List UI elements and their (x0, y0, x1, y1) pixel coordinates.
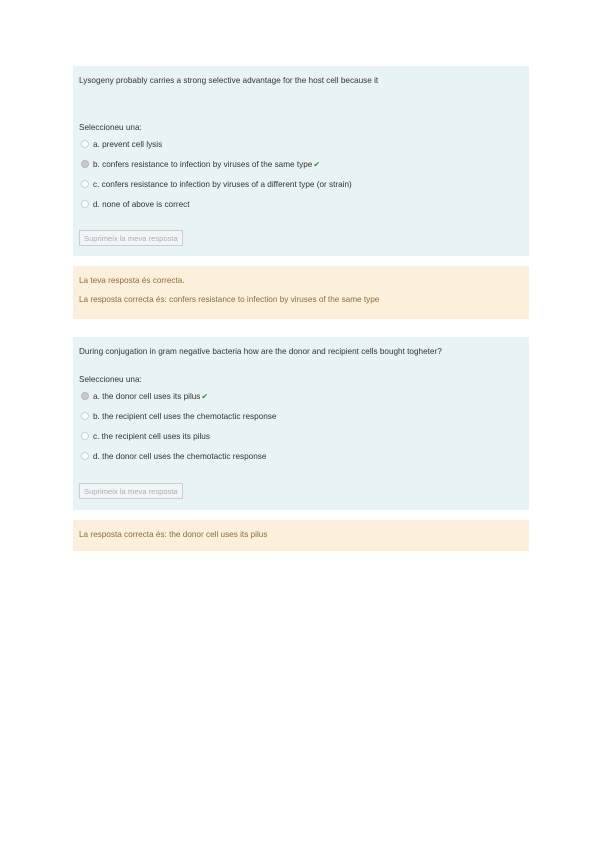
radio-button[interactable] (81, 392, 89, 400)
answer-option-b[interactable] (81, 158, 320, 170)
answer-option-a[interactable] (81, 390, 208, 402)
radio-button[interactable] (81, 180, 89, 188)
clear-answer-button[interactable]: Suprimeix la meva resposta (79, 230, 183, 246)
check-icon: ✔ (313, 159, 321, 169)
radio-button[interactable] (81, 160, 89, 168)
feedback-status: La teva resposta és correcta. (79, 276, 185, 285)
answer-label: d. none of above is correct (93, 199, 190, 209)
answer-option-c[interactable] (81, 430, 210, 442)
answer-label: a. prevent cell lysis (93, 139, 163, 149)
feedback-2 (73, 520, 529, 551)
radio-button[interactable] (81, 452, 89, 460)
radio-button[interactable] (81, 432, 89, 440)
answer-option-d[interactable] (81, 198, 190, 210)
answer-option-b[interactable] (81, 410, 276, 422)
radio-button[interactable] (81, 412, 89, 420)
question-2 (73, 337, 529, 510)
question-text: Lysogeny probably carries a strong selective advantage for the host cell because it (79, 76, 379, 85)
question-1 (73, 66, 529, 256)
question-text: During conjugation in gram negative bacteria how are the donor and recipient cells bought togheter? (79, 347, 442, 356)
answer-label: c. confers resistance to infection by viruses of a different type (or strain) (93, 179, 352, 189)
answer-label: a. the donor cell uses its pilus (93, 391, 201, 401)
answer-option-a[interactable] (81, 138, 162, 150)
check-icon: ✔ (201, 391, 209, 401)
answer-label: c. the recipient cell uses its pilus (93, 431, 210, 441)
answer-option-c[interactable] (81, 178, 352, 190)
select-one-prompt: Seleccioneu una: (79, 123, 142, 132)
answer-label: b. the recipient cell uses the chemotactic response (93, 411, 277, 421)
feedback-correct-answer: La resposta correcta és: confers resistance to infection by viruses of the same type (79, 295, 380, 304)
answer-label: b. confers resistance to infection by viruses of the same type (93, 159, 313, 169)
radio-button[interactable] (81, 200, 89, 208)
answer-label: d. the donor cell uses the chemotactic response (93, 451, 267, 461)
answer-option-d[interactable] (81, 450, 266, 462)
feedback-correct-answer: La resposta correcta és: the donor cell uses its pilus (79, 530, 268, 539)
feedback-1 (73, 266, 529, 319)
radio-button[interactable] (81, 140, 89, 148)
select-one-prompt: Seleccioneu una: (79, 375, 142, 384)
clear-answer-button[interactable]: Suprimeix la meva resposta (79, 483, 183, 499)
